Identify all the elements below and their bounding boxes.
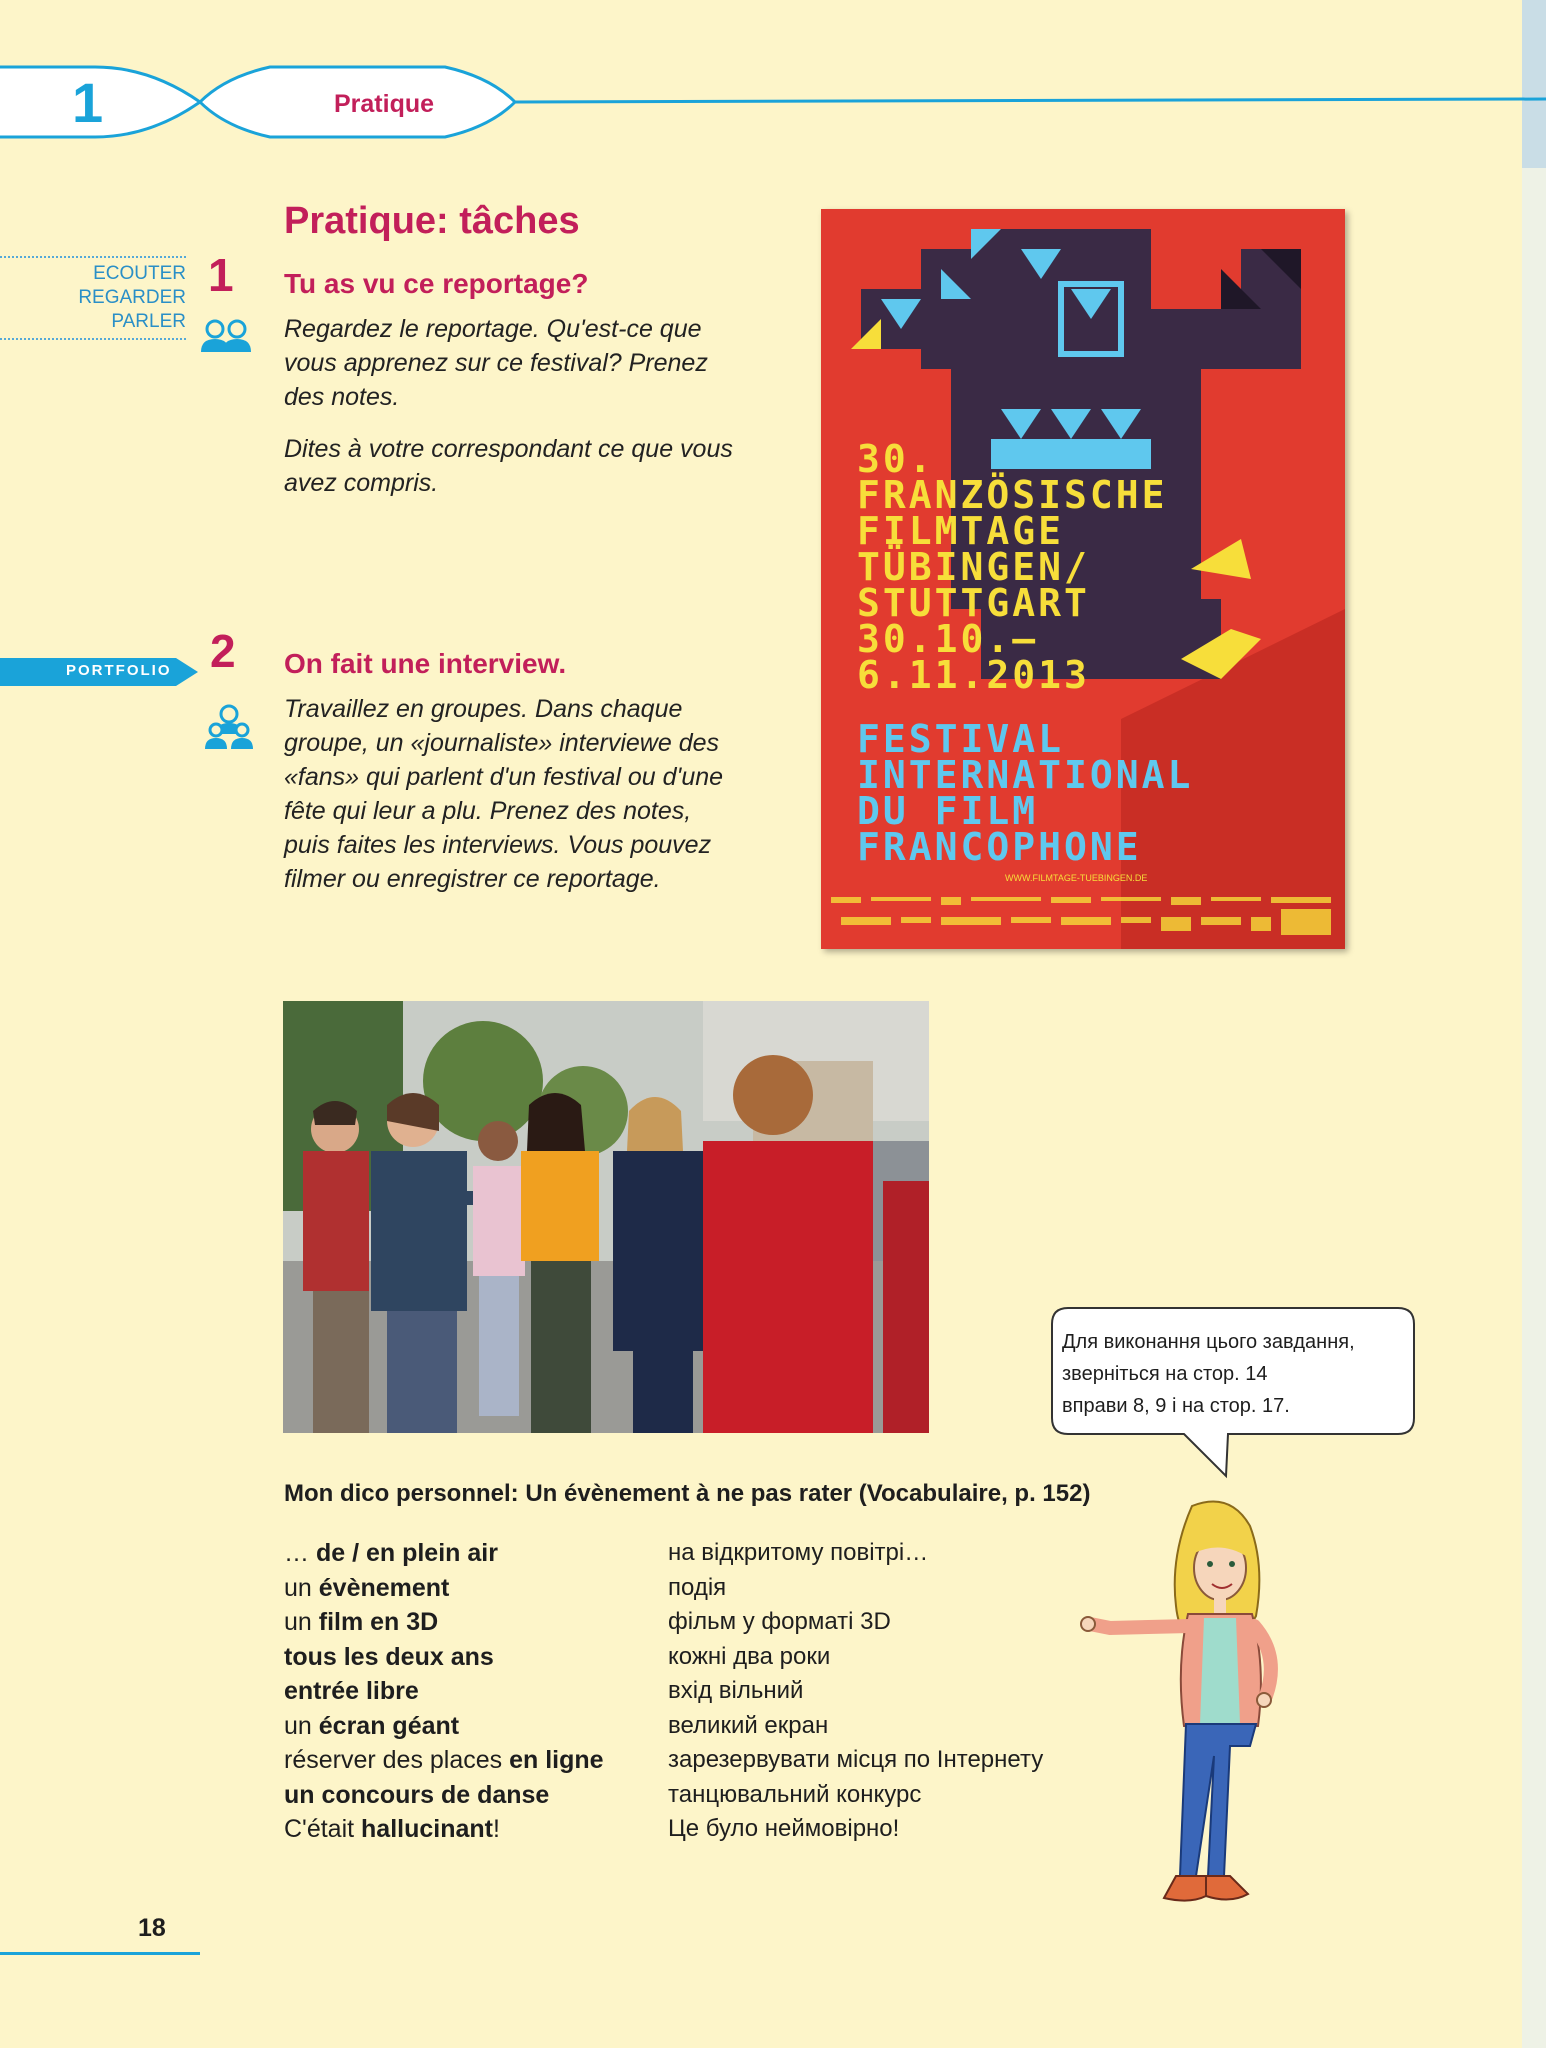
task-1-instructions: Regardez le reportage. Qu'est-ce que vous apprenez sur ce festival? Prenez des notes. bbox=[284, 315, 708, 411]
interview-photo-drawing bbox=[283, 1001, 929, 1433]
page-edge-strip bbox=[1522, 0, 1546, 2048]
page-number: 18 bbox=[138, 1914, 166, 1942]
poster-line: INTERNATIONAL bbox=[857, 753, 1194, 797]
cartoon-girl-illustration bbox=[1080, 1496, 1330, 1906]
poster-url: WWW.FILMTAGE-TUEBINGEN.DE bbox=[1005, 873, 1148, 883]
dico-ua-item: зарезервувати місця по Інтернету bbox=[668, 1746, 1044, 1773]
poster-line: 30. bbox=[857, 437, 935, 481]
page-title: Pratique: tâches bbox=[284, 200, 580, 242]
dico-fr-item: tous les deux ans bbox=[284, 1642, 494, 1671]
dico-ua-item: танцювальний конкурс bbox=[668, 1780, 922, 1808]
poster-line: DU FILM bbox=[857, 789, 1039, 833]
section-label: Pratique bbox=[334, 90, 435, 118]
pair-work-icon bbox=[198, 318, 254, 354]
skill-speak: PARLER bbox=[111, 311, 186, 332]
poster-sponsor-logos bbox=[821, 889, 1345, 949]
bubble-line: зверніться на стор. 14 bbox=[1062, 1363, 1268, 1385]
skills-top-divider bbox=[0, 256, 186, 258]
skill-watch: REGARDER bbox=[78, 287, 186, 308]
dico-ukrainian-list bbox=[668, 1536, 1043, 1847]
dico-fr-item: un concours de danse bbox=[284, 1780, 550, 1809]
interview-photo bbox=[283, 1001, 929, 1433]
poster-line: 6.11.2013 bbox=[857, 653, 1090, 697]
dico-ua-item: на відкритому повітрі… bbox=[668, 1539, 929, 1566]
dico-ua-item: кожні два роки bbox=[668, 1642, 831, 1670]
chapter-number: 1 bbox=[72, 71, 104, 134]
dico-ua-item: вхід вільний bbox=[668, 1677, 804, 1704]
portfolio-label: PORTFOLIO bbox=[66, 662, 172, 679]
dico-ua-item: великий екран bbox=[668, 1711, 829, 1739]
dico-ua-item: фільм у форматі 3D bbox=[668, 1608, 891, 1635]
dico-fr-item: C'était hallucinant! bbox=[284, 1815, 500, 1843]
task-2-instructions: Travaillez en groupes. Dans chaque groupe, un «journaliste» interviewe des «fans» qui parlent d'un festival ou d'une fête qui leur a plu. Prenez des notes, puis faites les interviews. Vous pouvez filmer ou enregistrer ce reportage. bbox=[284, 695, 724, 893]
bubble-line: Для виконання цього завдання, bbox=[1062, 1331, 1355, 1353]
dico-fr-item: un film en 3D bbox=[284, 1608, 439, 1636]
poster-subtitle-block bbox=[857, 717, 1194, 869]
speech-bubble-text bbox=[1062, 1326, 1412, 1422]
dico-fr-item: réserver des places en ligne bbox=[284, 1746, 604, 1774]
task-1-followup: Dites à votre correspondant ce que vous avez compris. bbox=[284, 435, 733, 497]
skills-bottom-divider bbox=[0, 338, 186, 340]
task-1-title: Tu as vu ce reportage? bbox=[284, 268, 589, 299]
header-band bbox=[0, 55, 1546, 155]
poster-line: FRANZÖSISCHE bbox=[857, 473, 1168, 517]
task-2-title: On fait une interview. bbox=[284, 648, 567, 679]
task-2-number: 2 bbox=[210, 625, 236, 677]
poster-title-block bbox=[857, 437, 1168, 697]
dico-title: Mon dico personnel: Un évènement à ne pas rater (Vocabulaire, p. 152) bbox=[284, 1480, 1091, 1507]
poster-line: STUTTGART bbox=[857, 581, 1090, 625]
dico-ua-item: Це було неймовірно! bbox=[668, 1815, 900, 1842]
group-work-icon bbox=[204, 704, 254, 750]
skills-list bbox=[60, 262, 186, 334]
task-1-number: 1 bbox=[208, 249, 234, 301]
poster-line: TÜBINGEN/ bbox=[857, 545, 1090, 589]
dico-french-list bbox=[284, 1536, 604, 1847]
bubble-line: вправи 8, 9 і на стор. 17. bbox=[1062, 1395, 1290, 1417]
footer-rule bbox=[0, 1952, 200, 1955]
dico-fr-item: un écran géant bbox=[284, 1711, 460, 1740]
poster-line: FILMTAGE bbox=[857, 509, 1065, 553]
poster-line: FESTIVAL bbox=[857, 717, 1065, 761]
poster-line: 30.10.– bbox=[857, 617, 1039, 661]
dico-fr-item: entrée libre bbox=[284, 1677, 419, 1705]
skill-listen: ECOUTER bbox=[93, 263, 186, 284]
festival-poster bbox=[821, 209, 1345, 949]
dico-fr-item: … de / en plein air bbox=[284, 1539, 498, 1567]
dico-fr-item: un évènement bbox=[284, 1573, 450, 1602]
dico-ua-item: подія bbox=[668, 1573, 727, 1601]
poster-line: FRANCOPHONE bbox=[857, 825, 1142, 869]
